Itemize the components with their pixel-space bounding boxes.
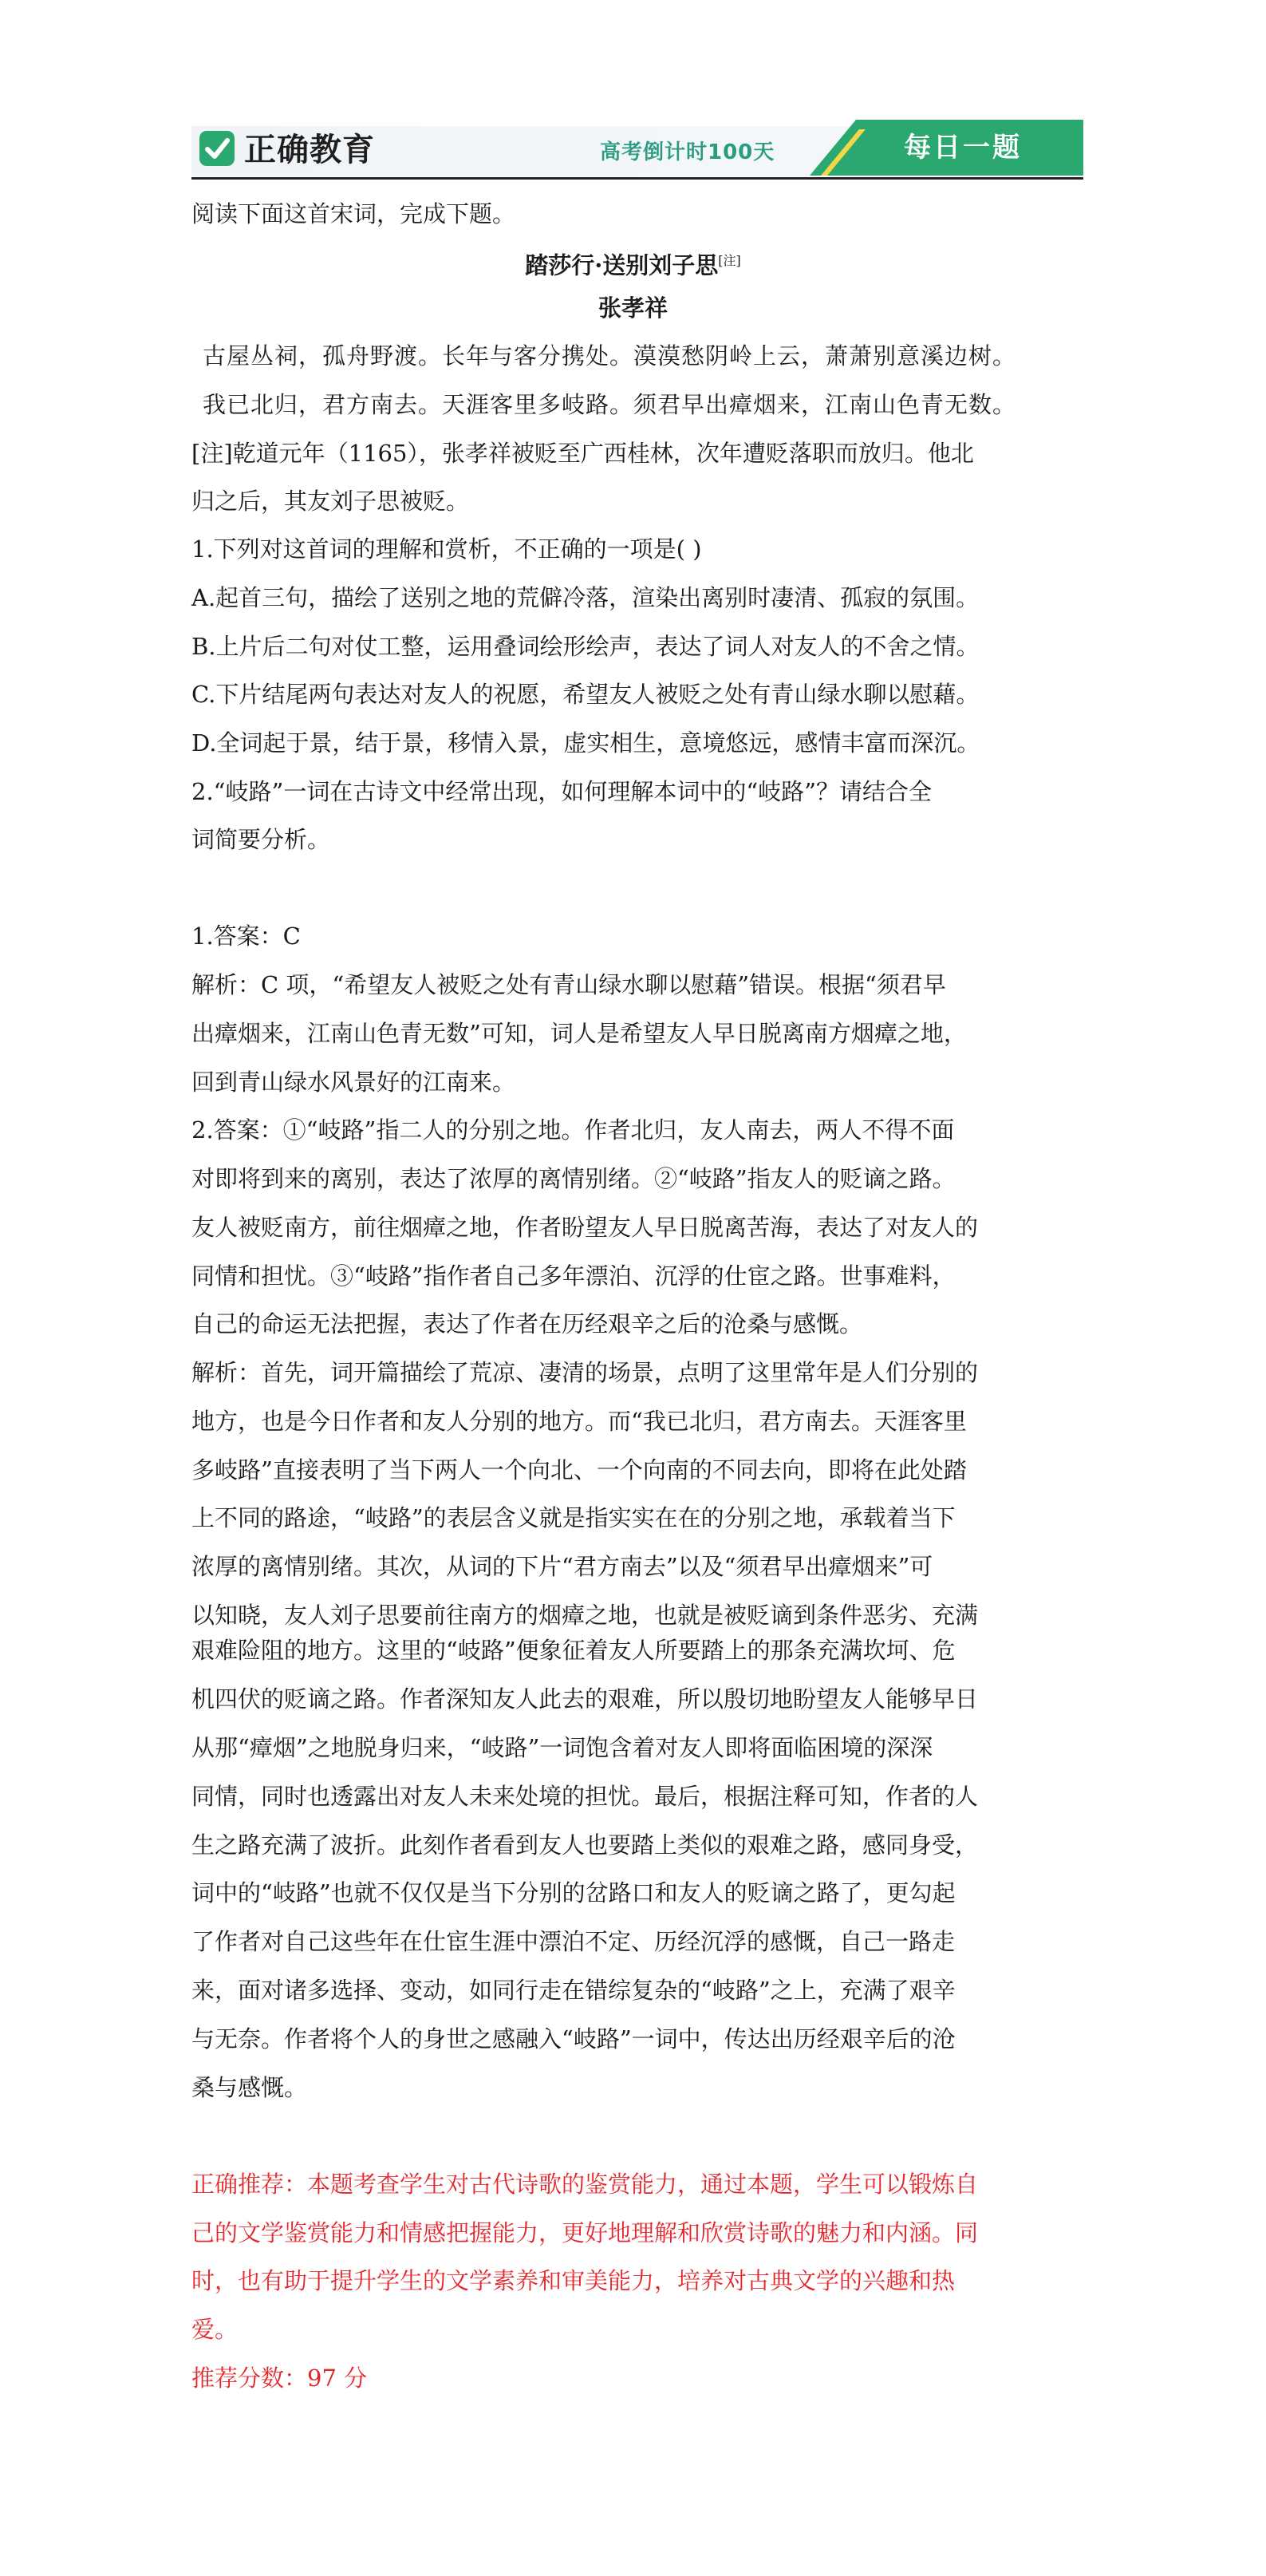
answer-1-analysis: 回到青山绿水风景好的江南来。 bbox=[191, 1069, 516, 1096]
poem-title bbox=[0, 245, 1266, 282]
analysis-2-line: 词中的“岐路”也就不仅仅是当下分别的岔路口和友人的贬谪之路了，更勾起 bbox=[191, 1879, 956, 1906]
answer-2-line: 友人被贬南方，前往烟瘴之地，作者盼望友人早日脱离苦海，表达了对友人的 bbox=[191, 1214, 979, 1241]
analysis-2-line: 了作者对自己这些年在仕宦生涯中漂泊不定、历经沉浮的感慨，自己一路走 bbox=[191, 1928, 956, 1955]
answer-1-analysis: 解析：C 项，“希望友人被贬之处有青山绿水聊以慰藉”错误。根据“须君早 bbox=[191, 971, 946, 998]
analysis-2-line: 解析：首先，词开篇描绘了荒凉、凄清的场景，点明了这里常年是人们分别的 bbox=[191, 1359, 979, 1386]
poem-title-note: [注] bbox=[718, 253, 741, 268]
option-c: C.下片结尾两句表达对友人的祝愿，希望友人被贬之处有青山绿水聊以慰藉。 bbox=[191, 681, 980, 708]
analysis-2-line: 艰难险阻的地方。这里的“岐路”便象征着友人所要踏上的那条充满坎坷、危 bbox=[191, 1637, 956, 1664]
check-logo-icon bbox=[199, 131, 235, 166]
analysis-2-line: 浓厚的离情别绪。其次，从词的下片“君方南去”以及“须君早出瘴烟来”可 bbox=[191, 1553, 933, 1580]
recommendation-line: 己的文学鉴赏能力和情感把握能力，更好地理解和欣赏诗歌的魅力和内涵。同 bbox=[191, 2219, 979, 2246]
answer-2-line: 同情和担忧。③“岐路”指作者自己多年漂泊、沉浮的仕宦之路。世事难料， bbox=[191, 1262, 956, 1290]
daily-question-label: 每日一题 bbox=[904, 132, 1022, 164]
brand-logo-text: 正确教育 bbox=[244, 132, 375, 168]
analysis-2-line: 桑与感慨。 bbox=[191, 2074, 308, 2101]
analysis-2-line: 以知晓，友人刘子思要前往南方的烟瘴之地，也就是被贬谪到条件恶劣、充满 bbox=[191, 1602, 979, 1629]
answer-1-label: 1.答案：C bbox=[191, 923, 301, 950]
question-1-stem: 1.下列对这首词的理解和赏析，不正确的一项是( ) bbox=[191, 535, 702, 563]
answer-2-line: 对即将到来的离别，表达了浓厚的离情别绪。②“岐路”指友人的贬谪之路。 bbox=[191, 1165, 956, 1192]
recommendation-score: 推荐分数：97 分 bbox=[191, 2365, 368, 2392]
instruction: 阅读下面这首宋词，完成下题。 bbox=[191, 200, 516, 227]
analysis-2-line: 同情，同时也透露出对友人未来处境的担忧。最后，根据注释可知，作者的人 bbox=[191, 1783, 979, 1810]
answer-2-line: 2.答案：①“岐路”指二人的分别之地。作者北归，友人南去，两人不得不面 bbox=[191, 1116, 955, 1144]
poem-title-text: 踏莎行·送别刘子思 bbox=[525, 251, 719, 279]
answer-2-line: 自己的命运无法把握，表达了作者在历经艰辛之后的沧桑与感慨。 bbox=[191, 1310, 863, 1337]
analysis-2-line: 上不同的路途，“岐路”的表层含义就是指实实在在的分别之地，承载着当下 bbox=[191, 1504, 956, 1531]
poem-note: 归之后，其友刘子思被贬。 bbox=[191, 488, 470, 515]
analysis-2-line: 生之路充满了波折。此刻作者看到友人也要踏上类似的艰难之路，感同身受， bbox=[191, 1831, 979, 1859]
analysis-2-line: 从那“瘴烟”之地脱身归来，“岐路”一词饱含着对友人即将面临困境的深深 bbox=[191, 1734, 933, 1761]
analysis-2-line: 地方，也是今日作者和友人分别的地方。而“我已北归，君方南去。天涯客里 bbox=[191, 1408, 967, 1435]
daily-question-tag bbox=[810, 120, 1083, 176]
analysis-2-line: 机四伏的贬谪之路。作者深知友人此去的艰难，所以殷切地盼望友人能够早日 bbox=[191, 1685, 979, 1713]
recommendation-line: 正确推荐：本题考查学生对古代诗歌的鉴赏能力，通过本题，学生可以锻炼自 bbox=[191, 2171, 979, 2198]
exam-countdown: 高考倒计时100天 bbox=[600, 140, 775, 164]
banner-divider bbox=[191, 177, 1083, 180]
question-2-line: 词简要分析。 bbox=[191, 826, 331, 853]
option-b: B.上片后二句对仗工整，运用叠词绘形绘声，表达了词人对友人的不舍之情。 bbox=[191, 633, 980, 660]
recommendation-line: 时，也有助于提升学生的文学素养和审美能力，培养对古典文学的兴趣和热 bbox=[191, 2267, 956, 2294]
poem-line: 古屋丛祠，孤舟野渡。长年与客分携处。漠漠愁阴岭上云，萧萧别意溪边树。 bbox=[203, 342, 1017, 369]
recommendation-line: 爱。 bbox=[191, 2316, 239, 2343]
analysis-2-line: 来，面对诸多选择、变动，如同行走在错综复杂的“岐路”之上，充满了艰辛 bbox=[191, 1977, 956, 2004]
poem-note: [注]乾道元年（1165），张孝祥被贬至广西桂林，次年遭贬落职而放归。他北 bbox=[191, 440, 974, 467]
header-banner bbox=[191, 120, 1083, 182]
option-d: D.全词起于景，结于景，移情入景，虚实相生，意境悠远，感情丰富而深沉。 bbox=[191, 729, 980, 757]
option-a: A.起首三句，描绘了送别之地的荒僻冷落，渲染出离别时凄清、孤寂的氛围。 bbox=[191, 584, 980, 611]
answer-1-analysis: 出瘴烟来，江南山色青无数”可知，词人是希望友人早日脱离南方烟瘴之地， bbox=[191, 1020, 967, 1047]
poem-line: 我已北归，君方南去。天涯客里多岐路。须君早出瘴烟来，江南山色青无数。 bbox=[203, 391, 1017, 418]
analysis-2-line: 与无奈。作者将个人的身世之感融入“岐路”一词中，传达出历经艰辛后的沧 bbox=[191, 2025, 956, 2053]
poem-author: 张孝祥 bbox=[598, 294, 668, 322]
analysis-2-line: 多岐路”直接表明了当下两人一个向北、一个向南的不同去向，即将在此处踏 bbox=[191, 1456, 967, 1484]
question-2-line: 2.“岐路”一词在古诗文中经常出现，如何理解本词中的“岐路”？请结合全 bbox=[191, 778, 932, 805]
